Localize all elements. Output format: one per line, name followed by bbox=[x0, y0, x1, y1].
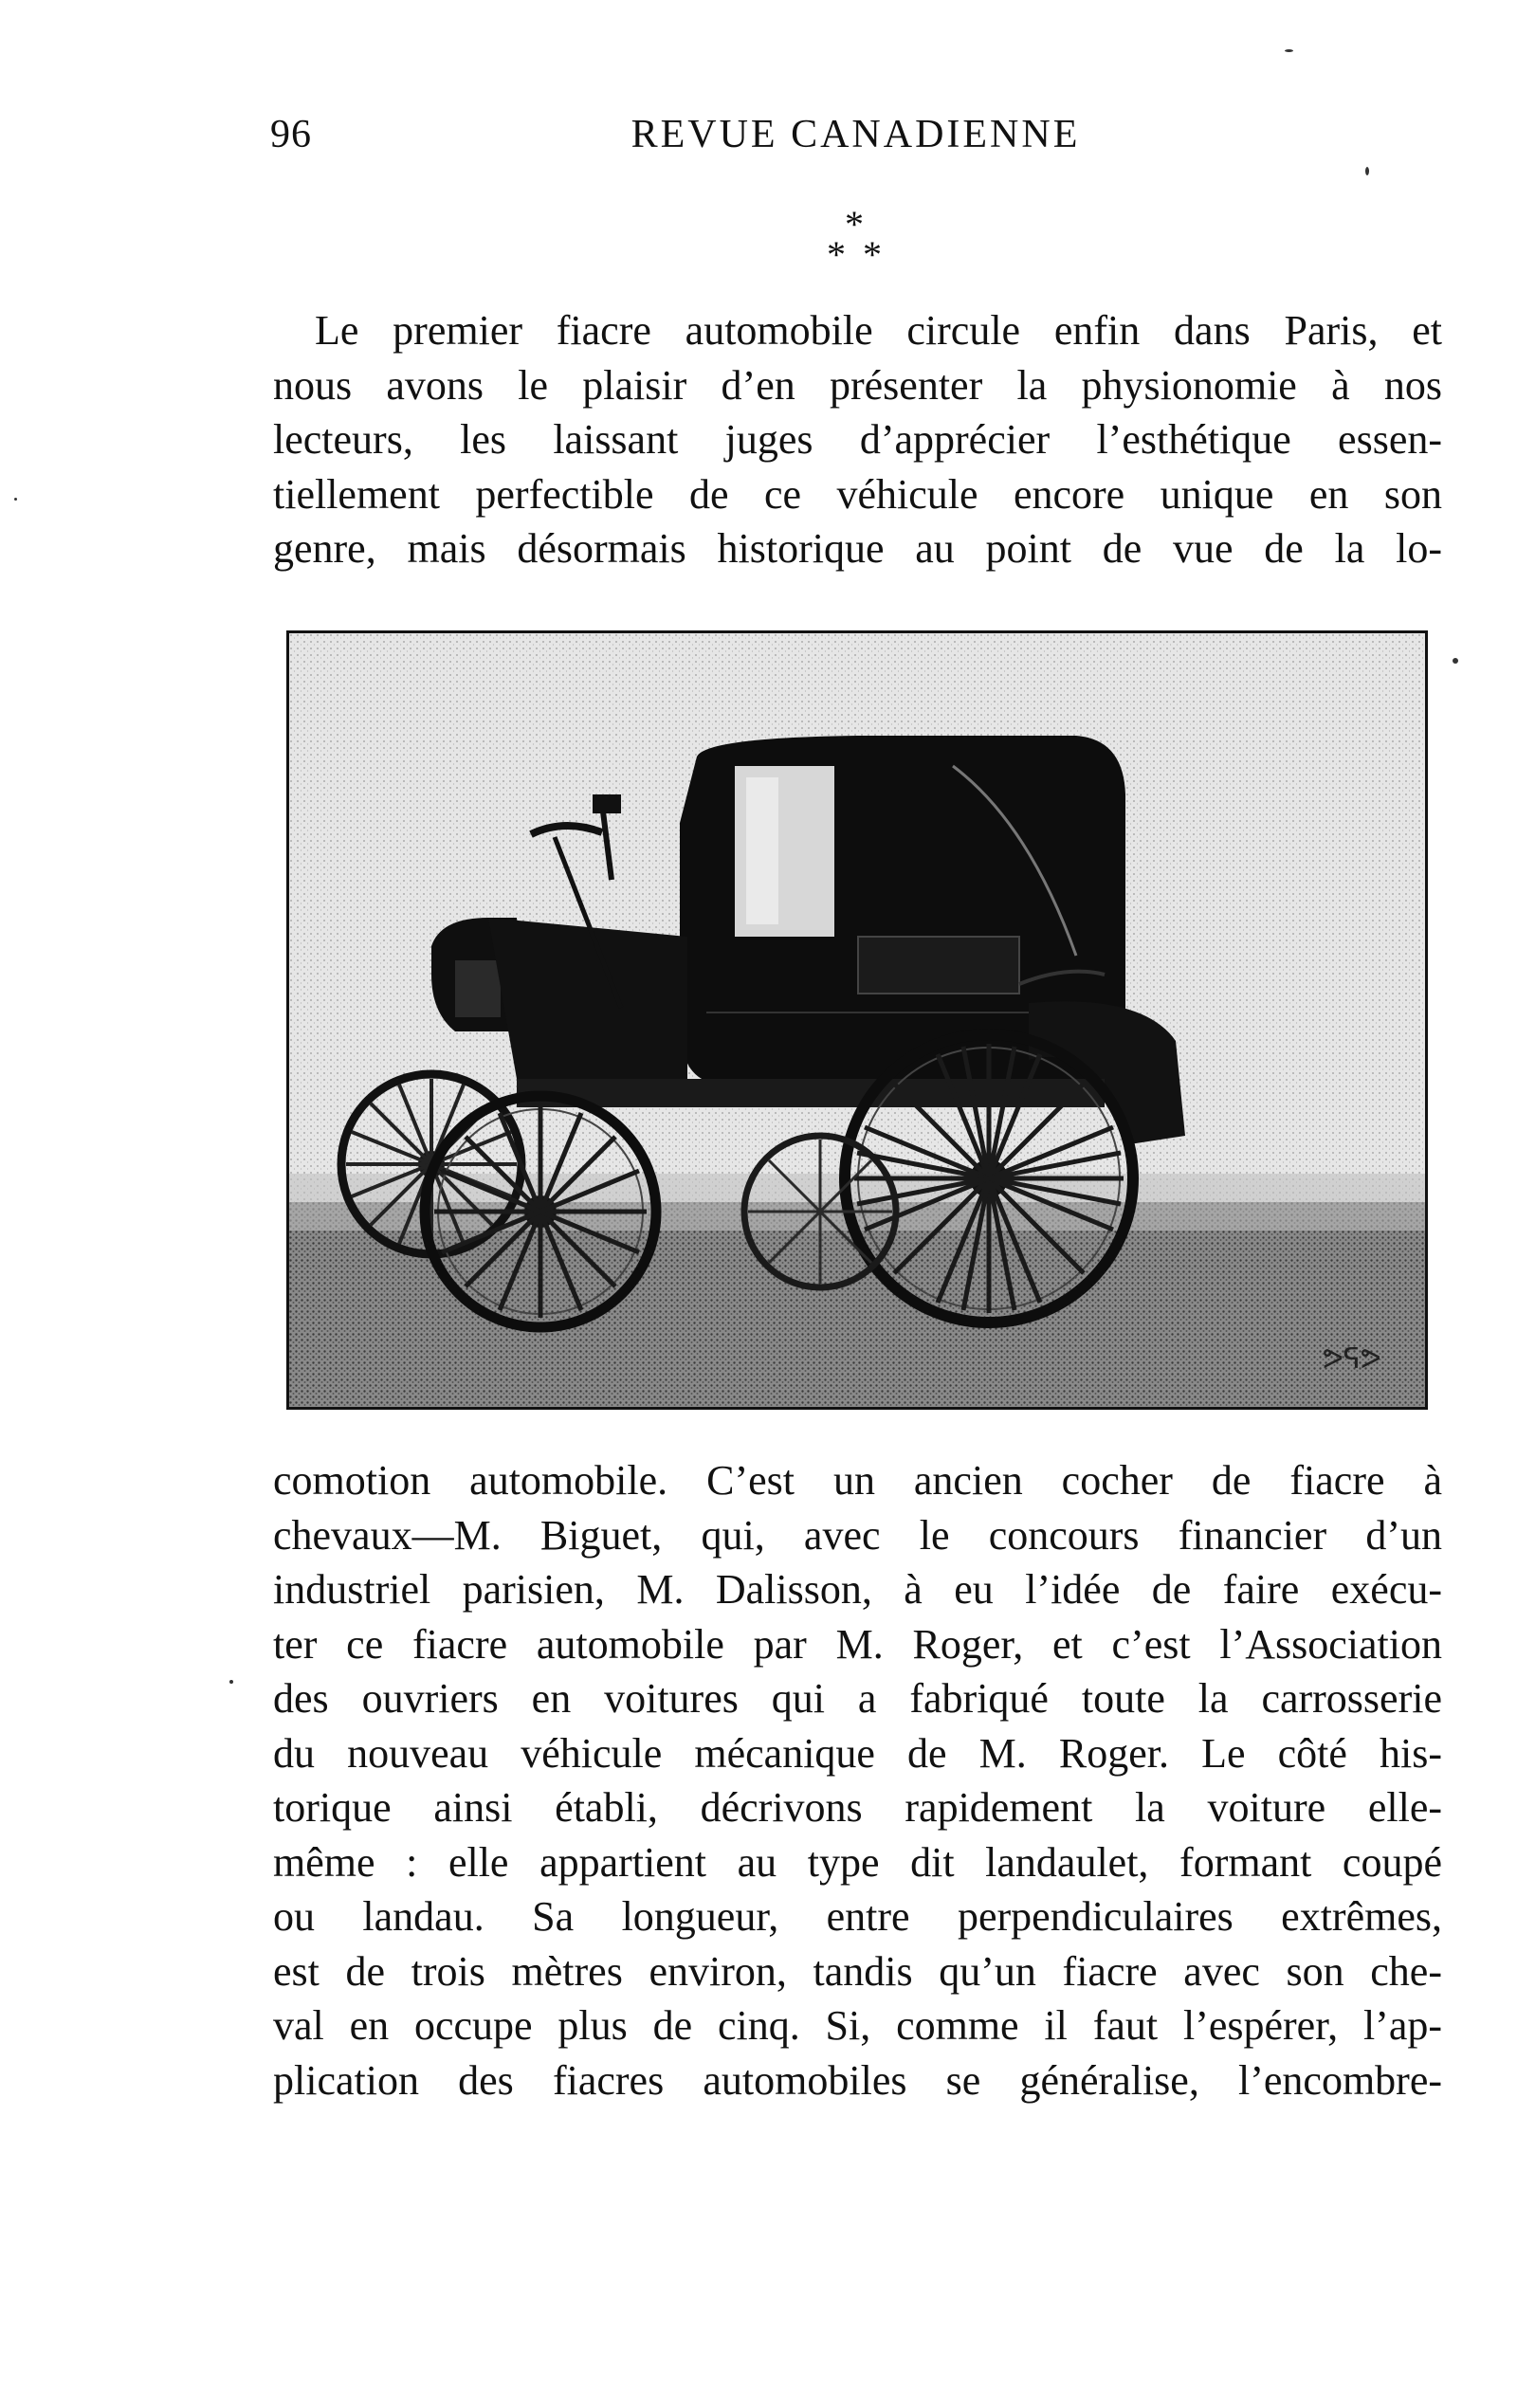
text-line: Le premier fiacre automobile circule enfin dans Paris, et bbox=[315, 307, 1442, 354]
text-line: du nouveau véhicule mécanique de M. Roger. Le côté his- bbox=[273, 1729, 1442, 1777]
chassis bbox=[517, 1079, 1105, 1107]
motor-cab-engraving bbox=[289, 633, 1425, 1407]
text-line: ou landau. Sa longueur, entre perpendiculaires extrêmes, bbox=[273, 1893, 1442, 1940]
text-line: lecteurs, les laissant juges d’apprécier l’esthétique essen- bbox=[273, 416, 1442, 463]
page-number: 96 bbox=[270, 113, 312, 156]
text-line: ter ce fiacre automobile par M. Roger, et c’est l’Association bbox=[273, 1620, 1442, 1668]
text-line: torique ainsi établi, décrivons rapidement la voiture elle- bbox=[273, 1784, 1442, 1831]
text-line: genre, mais désormais historique au point de vue de la lo- bbox=[273, 525, 1442, 572]
motor-cab-illustration bbox=[286, 630, 1428, 1410]
print-speck bbox=[14, 498, 17, 501]
text-line: plication des fiacres automobiles se généralise, l’encombre- bbox=[273, 2056, 1442, 2104]
print-speck bbox=[1365, 167, 1369, 175]
paragraph-intro bbox=[273, 303, 1442, 576]
text-line: chevaux—M. Biguet, qui, avec le concours financier d’un bbox=[273, 1511, 1442, 1559]
text-line: comotion automobile. C’est un ancien cocher de fiacre à bbox=[273, 1457, 1442, 1504]
page-header bbox=[270, 112, 1441, 169]
asterism-separator bbox=[813, 194, 899, 276]
text-line: val en occupe plus de cinq. Si, comme il faut l’espérer, l’ap- bbox=[273, 2002, 1442, 2049]
text-line: industriel parisien, M. Dalisson, à eu l’idée de faire exécu- bbox=[273, 1566, 1442, 1613]
asterism-star: * bbox=[827, 233, 846, 276]
running-title: REVUE CANADIENNE bbox=[631, 113, 1081, 156]
print-speck bbox=[229, 1680, 233, 1684]
engraver-signature: ᕗᕋᕗ bbox=[1323, 1342, 1381, 1376]
print-speck bbox=[1285, 49, 1293, 52]
front-wheel bbox=[425, 1096, 656, 1327]
asterism-star: * bbox=[863, 233, 882, 276]
middle-wheel bbox=[744, 1136, 896, 1287]
asterism-star: * bbox=[845, 203, 864, 246]
text-line: nous avons le plaisir d’en présenter la physionomie à nos bbox=[273, 361, 1442, 409]
print-speck bbox=[1453, 658, 1458, 664]
text-line: tiellement perfectible de ce véhicule encore unique en son bbox=[273, 470, 1442, 518]
text-line: est de trois mètres environ, tandis qu’un fiacre avec son che- bbox=[273, 1947, 1442, 1995]
text-line: même : elle appartient au type dit landaulet, formant coupé bbox=[273, 1838, 1442, 1886]
text-line: des ouvriers en voitures qui a fabriqué toute la carrosserie bbox=[273, 1675, 1442, 1722]
paragraph-continuation bbox=[273, 1453, 1442, 2107]
